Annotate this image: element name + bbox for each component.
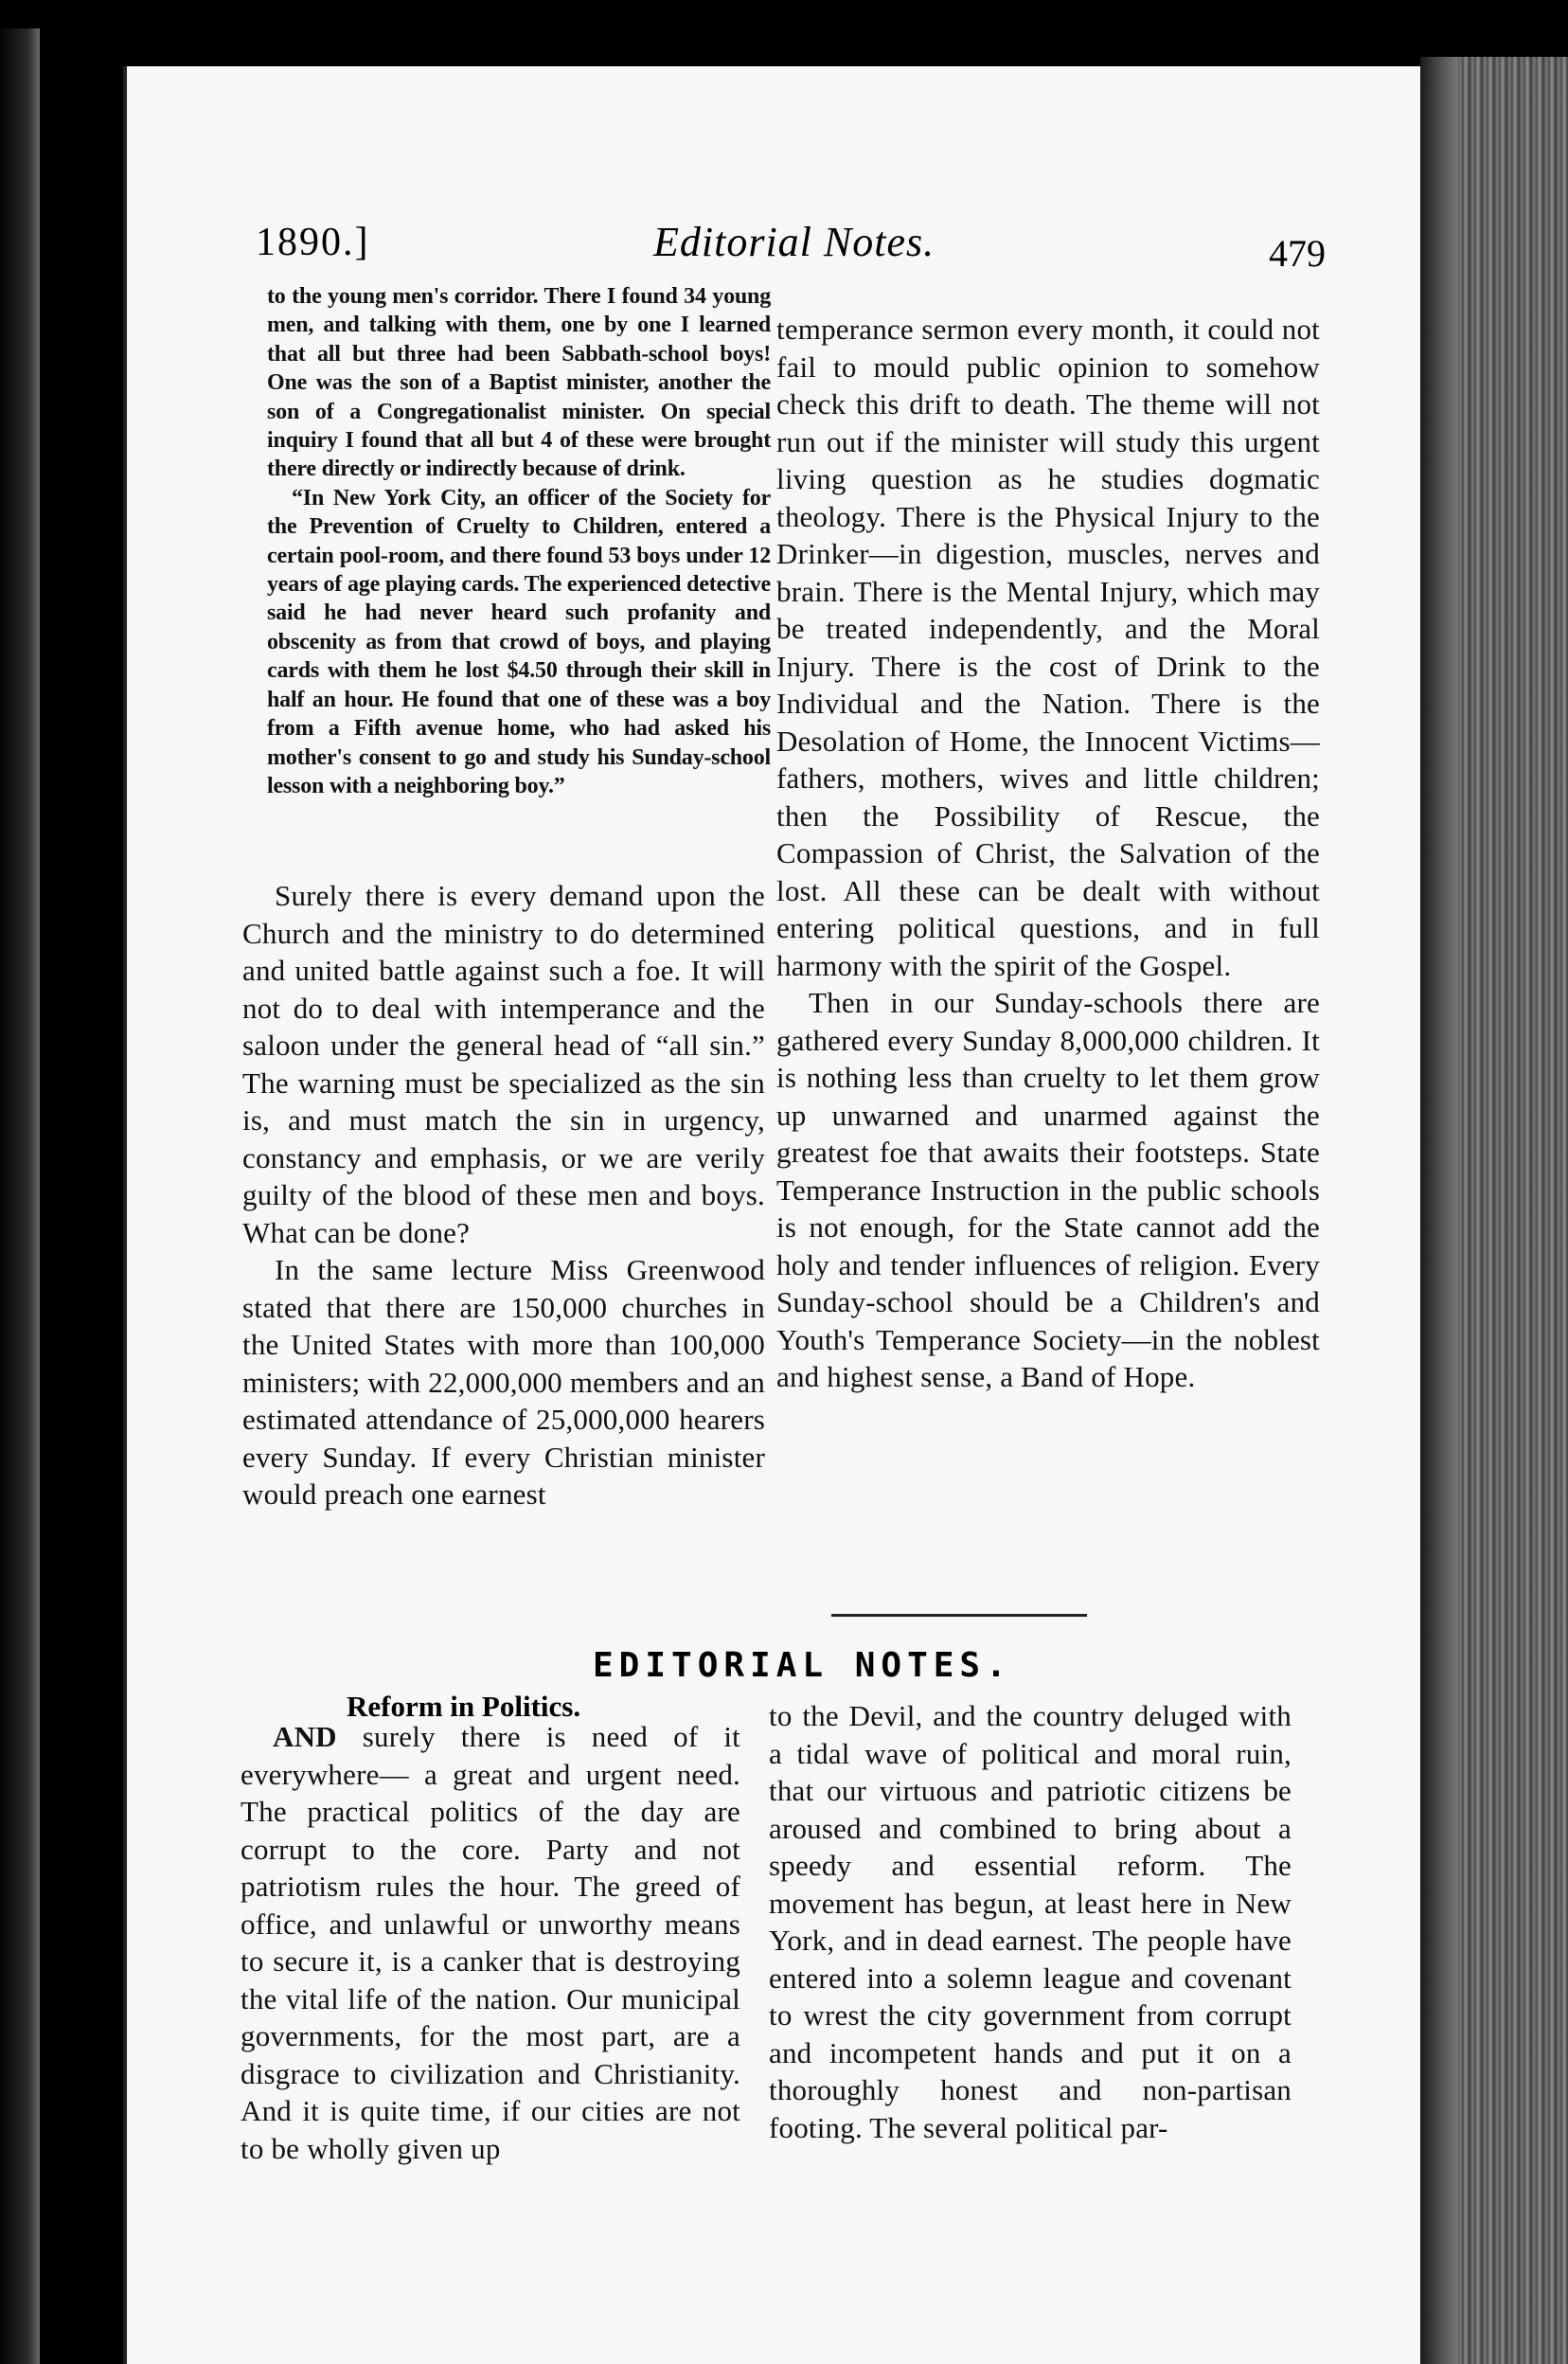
paragraph: In the same lecture Miss Greenwood stated that there are 150,000 churches in the United States with more than 100,000 ministers; with 22,000,000 members and an estimated attendance of 25,000,000 hearers every Sunday. If every Christian minister would preach one earnest — [242, 1253, 765, 1511]
section-divider — [831, 1614, 1087, 1617]
paragraph: to the Devil, and the country deluged with a tidal wave of political and moral ruin, that our virtuous and patriotic citizens be aroused and combined to bring about a speedy and essential reform. The movement has begun, at least here in New York, and in dead earnest. The people have entered into a solemn league and covenant to wrest the city government from corrupt and incompetent hands and put it on a thoroughly honest and non-partisan footing. The several political par- — [769, 1699, 1292, 2144]
scan-left-margin — [0, 28, 40, 2364]
left-column-article — [241, 1718, 740, 2167]
header-title: Editorial Notes. — [653, 219, 935, 265]
paragraph-text: surely there is need of it everywhere— a great and urgent need. The practical politics of the day are corrupt to the core. Party and not patriotism rules the hour. The greed of office, and unlawful or unworthy means to secure it, is a canker that is destroying the vital life of the nation. Our municipal governments, for the most part, are a disgrace to civilization and Christianity. And it is quite time, if our cities are not to be wholly given up — [241, 1720, 740, 2165]
header-year: 1890.] — [256, 221, 370, 264]
page-edge-shadow — [1420, 57, 1458, 2364]
lead-word: AND — [273, 1720, 337, 1753]
left-column-body — [242, 877, 765, 1513]
paragraph: Surely there is every demand upon the Church and the ministry to do determined and united battle against such a foe. It will not do to deal with intemperance and the saloon under the general head of “all sin.” The warning must be specialized as the sin is, and must match the sin in urgency, constancy and emphasis, or we are verily guilty of the blood of these men and boys. What can be done? — [242, 879, 765, 1249]
section-heading: EDITORIAL NOTES. — [593, 1646, 1012, 1685]
running-header — [0, 159, 1568, 275]
paragraph: Then in our Sunday-schools there are gathered every Sunday 8,000,000 children. It is nothing less than cruelty to let them grow up unwarned and unarmed against the greatest foe that awaits their footsteps. State Temperance Instruction in the public schools is not enough, for the State cannot add the holy and tender influences of religion. Every Sunday-school should be a Children's and Youth's Temperance Society—in the noblest and highest sense, a Band of Hope. — [776, 986, 1320, 1393]
paragraph: temperance sermon every month, it could not fail to mould public opinion to somehow check this drift to death. The theme will not run out if the minister will study this urgent living question as he studies dogmatic theology. There is the Physical Injury to the Drinker—in digestion, muscles, nerves and brain. There is the Mental Injury, which may be treated independently, and the Moral Injury. There is the cost of Drink to the Individual and the Nation. There is the Desolation of Home, the Innocent Victims—fathers, mothers, wives and little children; then the Possibility of Rescue, the Compassion of Christ, the Salvation of the lost. All these can be dealt with without entering political questions, and in full harmony with the spirit of the Gospel. — [776, 313, 1320, 982]
paragraph: to the young men's corridor. There I found 34 young men, and talking with them, one by one I learned that all but three had been Sabbath-school boys! One was the son of a Baptist minister, another the son of a Congregationalist minister. On special inquiry I found that all but 4 of these were brought there directly or indirectly because of drink. — [267, 284, 771, 482]
paragraph: “In New York City, an officer of the Society for the Prevention of Cruelty to Children, entered a certain pool-room, and there found 53 boys under 12 years of age playing cards. The experienced detective said he had never heard such profanity and obscenity as from that crowd of boys, and playing cards with them he lost $4.50 through their skill in half an hour. He found that one of these was a boy from a Fifth avenue home, who had asked his mother's consent to go and study his Sunday-school lesson with a neighboring boy.” — [267, 485, 771, 798]
right-column-article — [769, 1697, 1292, 2146]
page-number: 479 — [1269, 232, 1326, 275]
paragraph — [241, 1718, 740, 2167]
right-column-body — [776, 311, 1320, 1396]
left-column-quote — [267, 282, 771, 800]
article-subheading: Reform in Politics. — [347, 1690, 581, 1723]
